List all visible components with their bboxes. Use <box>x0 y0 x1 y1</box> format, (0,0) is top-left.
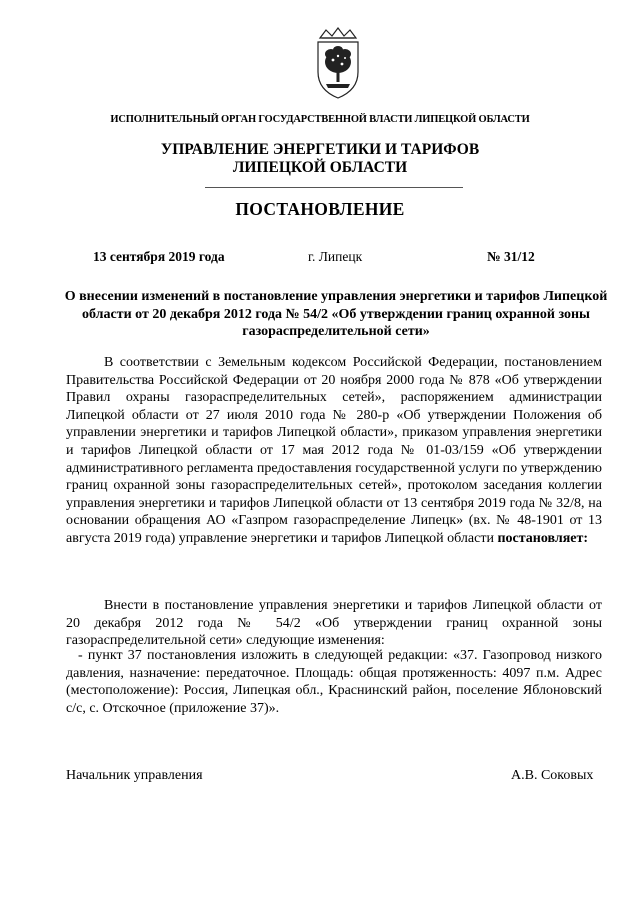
amendment-item: - пункт 37 постановления изложить в следующей редакции: «37. Газопровод низкого давления, назначение: передаточное. Площадь: общая протяженность: 4097 п.м. Адрес (местоположение): Россия, Липецкая обл., Краснинский район, поселение Яблоновский с/с, с. Отскочное (приложение 37)». <box>66 648 602 716</box>
header-divider <box>205 187 463 188</box>
department-name-line-2: ЛИПЕЦКОЙ ОБЛАСТИ <box>232 159 408 176</box>
organization-name: ИСПОЛНИТЕЛЬНЫЙ ОРГАН ГОСУДАРСТВЕННОЙ ВЛАСТИ ЛИПЕЦКОЙ ОБЛАСТИ <box>110 114 530 125</box>
signatory-title: Начальник управления <box>66 768 203 783</box>
document-number: № 31/12 <box>487 249 535 264</box>
department-name-line-1: УПРАВЛЕНИЕ ЭНЕРГЕТИКИ И ТАРИФОВ <box>160 141 480 158</box>
document-city: г. Липецк <box>308 249 363 264</box>
document-subject: О внесении изменений в постановление управления энергетики и тарифов Липецкой области от 20 декабря 2012 года № 54/2 «Об утверждении границ охранной зоны газораспределительной сети» <box>64 289 608 339</box>
amendment-paragraph: Внести в постановление управления энергетики и тарифов Липецкой области от 20 декабря 2012 года № 54/2 «Об утверждении границ охранной зоны газораспределительной сети» следующие изменения: <box>66 598 602 649</box>
coat-of-arms-icon <box>312 24 364 102</box>
document-date: 13 сентября 2019 года <box>93 249 225 264</box>
resolution-keyword: постановляет: <box>497 530 589 546</box>
signatory-name: А.В. Соковых <box>511 768 594 783</box>
preamble-paragraph <box>66 354 602 548</box>
preamble-text: В соответствии с Земельным кодексом Российской Федерации, постановлением Правительства Российской Федерации от 20 ноября 2000 года № 878 «Об утверждении Правил охраны газораспределительных сетей», распоряжением администрации Липецкой области от 27 июля 2010 года № 280-р «Об утверждении Положения об управлении энергетики и тарифов Липецкой области», приказом управления энергетики и тарифов Липецкой области от 17 мая 2012 года № 01-03/159 «Об утверждении административного регламента предоставления государственной услуги по утверждению границ охранной зоны газораспределительных сетей», протоколом заседания коллегии управления энергетики и тарифов Липецкой области от 13 сентября 2019 года № 32/8, на основании обращения АО «Газпром газораспределение Липецк» (вх. № 48-1901 от 13 августа 2019 года) управление энергетики и тарифов Липецкой области <box>66 355 602 546</box>
document-type-title: ПОСТАНОВЛЕНИЕ <box>235 199 405 219</box>
